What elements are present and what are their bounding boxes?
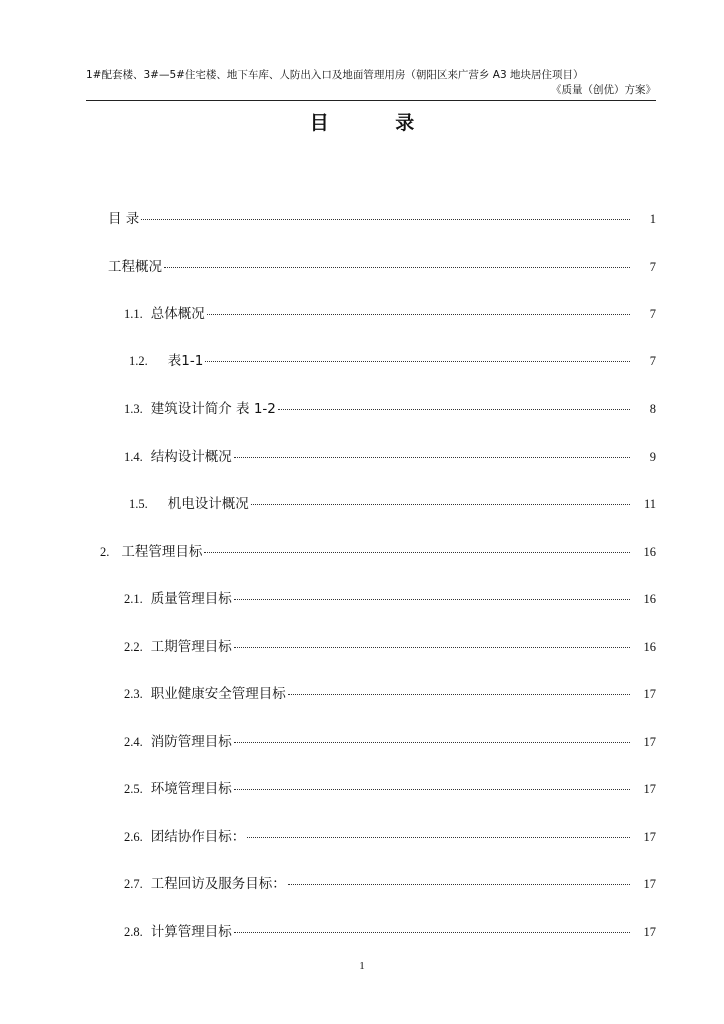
toc-entry-page: 16	[643, 545, 656, 559]
toc-entry-number: 2.1.	[124, 592, 143, 606]
toc-entry-number: 1.4.	[124, 450, 143, 464]
toc-entry[interactable]	[100, 540, 656, 560]
toc-leader-dots	[141, 218, 630, 220]
toc-entry-page: 7	[649, 260, 656, 274]
toc-entry-title: 建筑设计简介 表 1-2	[150, 401, 276, 417]
toc-leader-dots	[207, 313, 630, 315]
toc-entry-number: 2.8.	[124, 925, 143, 939]
toc-leader-dots	[288, 693, 630, 695]
toc-entry-number: 1.1.	[124, 307, 143, 321]
toc-leader-dots	[234, 456, 630, 458]
toc-entry-title: 目 录	[108, 211, 140, 227]
toc-entry[interactable]	[124, 682, 656, 702]
toc-leader-dots	[234, 931, 630, 933]
toc-entry-number: 2.2.	[124, 640, 143, 654]
toc-entry-page: 16	[643, 592, 656, 606]
toc-entry[interactable]	[108, 207, 656, 227]
toc-entry-page: 11	[643, 497, 656, 511]
header-project-title: 1#配套楼、3#—5#住宅楼、地下车库、人防出入口及地面管理用房（朝阳区来广营乡 A3 地块居住项目）	[86, 69, 584, 81]
toc-entry-title: 机电设计概况	[167, 496, 249, 512]
toc-entry[interactable]	[124, 397, 656, 417]
toc-leader-dots	[234, 741, 630, 743]
toc-leader-dots	[251, 503, 630, 505]
toc-entry[interactable]	[124, 872, 656, 892]
toc-entry-title: 计算管理目标	[150, 924, 232, 940]
toc-entry-number: 1.2.	[129, 354, 148, 368]
toc-entry-title: 环境管理目标	[150, 781, 232, 797]
toc-entry[interactable]	[124, 920, 656, 940]
toc-entry-number: 1.3.	[124, 402, 143, 416]
toc-leader-dots	[234, 788, 630, 790]
toc-entry-number: 2.6.	[124, 830, 143, 844]
toc-leader-dots	[247, 836, 630, 838]
page-number: 1	[359, 960, 365, 972]
toc-entry-title: 表1-1	[167, 353, 204, 369]
toc-entry-page: 17	[643, 687, 656, 701]
toc-entry-title: 工程管理目标	[121, 544, 203, 560]
toc-entry-page: 9	[649, 450, 656, 464]
header-divider	[86, 100, 656, 101]
toc-entry[interactable]	[124, 777, 656, 797]
toc-entry-title: 质量管理目标	[150, 591, 232, 607]
toc-entry-number: 2.5.	[124, 782, 143, 796]
toc-entry[interactable]	[124, 635, 656, 655]
toc-entry-title: 工程回访及服务目标：	[150, 876, 286, 892]
toc-entry-page: 17	[643, 735, 656, 749]
toc-entry-page: 16	[643, 640, 656, 654]
toc-entry-number: 2.	[100, 545, 110, 559]
toc-entry-title: 职业健康安全管理目标	[150, 686, 286, 702]
toc-leader-dots	[205, 360, 630, 362]
toc-entry-page: 7	[649, 354, 656, 368]
toc-entry-page: 7	[649, 307, 656, 321]
toc-entry-number: 2.4.	[124, 735, 143, 749]
toc-entry-number: 2.7.	[124, 877, 143, 891]
toc-entry[interactable]	[124, 445, 656, 465]
toc-entry-page: 17	[643, 782, 656, 796]
toc-entry-title: 工程概况	[108, 259, 162, 275]
toc-entry-page: 17	[643, 877, 656, 891]
header-document-title: 《质量（创优）方案》	[551, 84, 656, 96]
toc-leader-dots	[288, 883, 630, 885]
toc-entry[interactable]	[129, 492, 656, 512]
toc-entry[interactable]	[124, 825, 656, 845]
toc-leader-dots	[234, 646, 630, 648]
toc-entry-title: 总体概况	[150, 306, 205, 322]
toc-heading: 目 录	[309, 112, 445, 134]
page-header	[86, 68, 656, 98]
toc-entry[interactable]	[124, 730, 656, 750]
toc-entry-title: 团结协作目标：	[150, 829, 246, 845]
toc-entry-page: 17	[643, 830, 656, 844]
toc-entry-page: 17	[643, 925, 656, 939]
toc-entry[interactable]	[124, 302, 656, 322]
toc-entry-page: 8	[649, 402, 656, 416]
toc-leader-dots	[204, 551, 630, 553]
toc-entry[interactable]	[108, 255, 656, 275]
toc-entry-page: 1	[649, 212, 656, 226]
toc-leader-dots	[164, 266, 630, 268]
toc-leader-dots	[234, 598, 630, 600]
toc-entry-title: 结构设计概况	[150, 449, 232, 465]
toc-entry[interactable]	[129, 349, 656, 369]
toc-entry-number: 2.3.	[124, 687, 143, 701]
toc-leader-dots	[278, 408, 630, 410]
toc-entry-title: 工期管理目标	[150, 639, 232, 655]
toc-entry-number: 1.5.	[129, 497, 148, 511]
toc-entry[interactable]	[124, 587, 656, 607]
toc-entry-title: 消防管理目标	[150, 734, 232, 750]
